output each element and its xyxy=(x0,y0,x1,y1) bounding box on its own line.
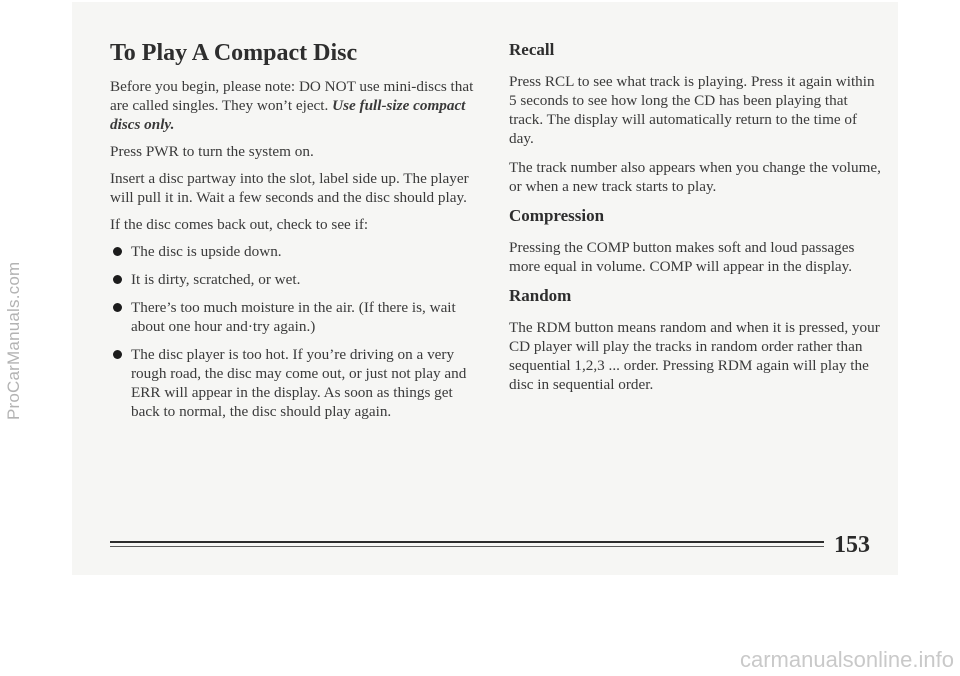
bullet-icon xyxy=(113,247,122,256)
list-item xyxy=(110,345,485,421)
side-watermark: ProCarManuals.com xyxy=(4,261,23,420)
section-title: To Play A Compact Disc xyxy=(110,40,358,66)
bullet-icon xyxy=(113,303,122,312)
bottom-watermark: carmanualsonline.info xyxy=(739,647,954,672)
random-paragraph: The RDM button means random and when it is pressed, your CD player will play the tracks in random order rather than sequential 1,2,3 ... order. Pressing RDM again will play the disc in sequential order. xyxy=(509,319,880,393)
right-column xyxy=(509,40,884,404)
compression-heading: Compression xyxy=(509,206,605,225)
list-item-text: There’s too much moisture in the air. (If there is, wait about one hour and·try again.) xyxy=(131,299,456,335)
compression-paragraph: Pressing the COMP button makes soft and loud passages more equal in volume. COMP will appear in the display. xyxy=(509,239,855,275)
list-item xyxy=(110,270,485,289)
footer-rule xyxy=(110,541,824,543)
page-number: 153 xyxy=(834,532,870,558)
random-heading: Random xyxy=(509,286,572,305)
left-column xyxy=(110,40,485,430)
list-item xyxy=(110,242,485,261)
intro-paragraph xyxy=(110,77,485,134)
list-item xyxy=(110,298,485,336)
recall-paragraph: The track number also appears when you change the volume, or when a new track starts to play. xyxy=(509,159,881,195)
list-item-text: It is dirty, scratched, or wet. xyxy=(131,271,301,288)
list-item-text: The disc player is too hot. If you’re driving on a very rough road, the disc may come out, or just not play and ERR will appear in the display. As soon as things get back to normal, the disc should play again. xyxy=(131,346,467,420)
recall-heading: Recall xyxy=(509,40,555,59)
bullet-icon xyxy=(113,275,122,284)
intro-text: Before you begin, please note: DO NOT use mini-discs that are called singles. They won’t eject. xyxy=(110,78,474,114)
intro-emphasis: Use full-size compact discs only. xyxy=(110,97,466,133)
insert-instruction: Insert a disc partway into the slot, label side up. The player will pull it in. Wait a few seconds and the disc should play. xyxy=(110,170,469,206)
check-intro: If the disc comes back out, check to see if: xyxy=(110,216,369,233)
bullet-icon xyxy=(113,350,122,359)
footer-rule xyxy=(110,546,824,547)
recall-paragraph: Press RCL to see what track is playing. Press it again within 5 seconds to see how long the CD has been playing that track. The display will automatically return to the time of day. xyxy=(509,73,875,147)
troubleshooting-list xyxy=(110,242,485,421)
list-item-text: The disc is upside down. xyxy=(131,243,282,260)
power-instruction: Press PWR to turn the system on. xyxy=(110,143,314,160)
